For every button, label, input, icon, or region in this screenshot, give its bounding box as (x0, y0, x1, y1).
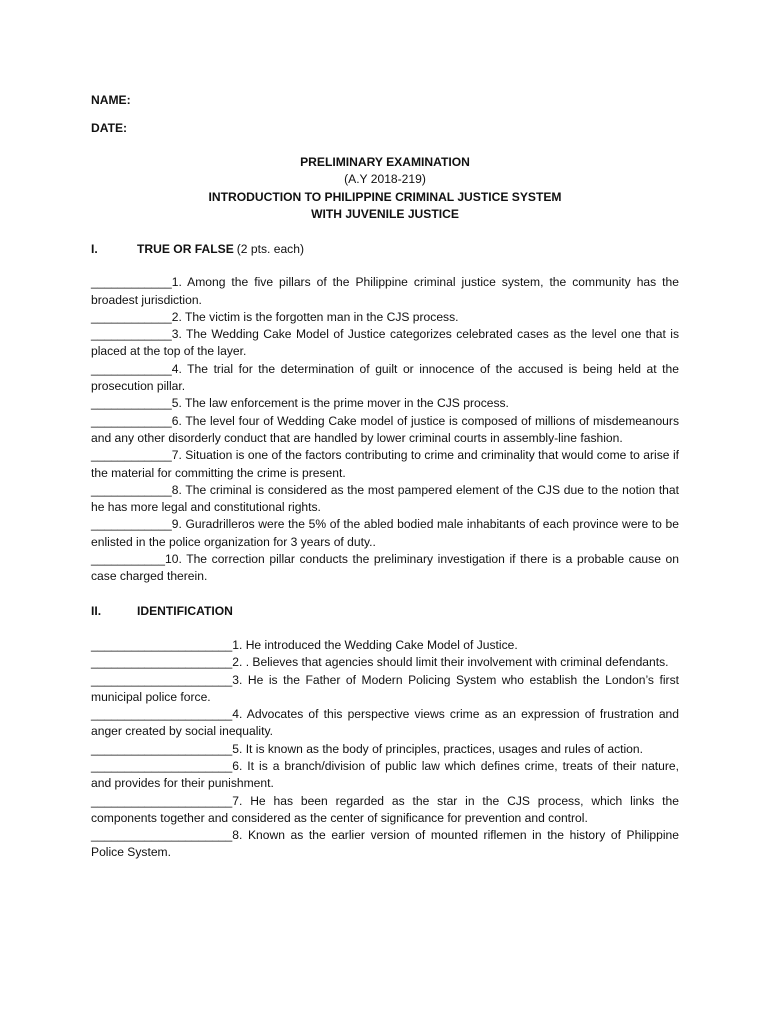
question-item (91, 654, 679, 671)
question-item (91, 706, 679, 741)
question-text: 5. The law enforcement is the prime mover in the CJS process. (171, 396, 509, 411)
question-text: 4. Advocates of this perspective views crime as an expression of frustration and anger created by social inequality. (91, 707, 679, 739)
academic-year: (A.Y 2018-219) (344, 172, 426, 187)
question-item (91, 758, 679, 793)
question-text: 8. Known as the earlier version of mounted riflemen in the history of Philippine Police System. (91, 828, 679, 860)
title-line-3: INTRODUCTION TO PHILIPPINE CRIMINAL JUSTICE SYSTEM (208, 189, 562, 204)
answer-blank[interactable]: ____________ (91, 361, 172, 376)
answer-blank[interactable]: ____________ (91, 482, 172, 497)
section-2-number: II. (91, 603, 102, 618)
answer-blank[interactable]: ____________ (91, 413, 172, 428)
question-text: 2. The victim is the forgotten man in the CJS process. (171, 309, 459, 324)
question-text: 9. Guradrilleros were the 5% of the abled bodied male inhabitants of each province were to be enlisted in the police organization for 3 years of duty.. (91, 517, 679, 549)
question-item (91, 274, 679, 309)
question-item (91, 361, 679, 396)
section-1-title: TRUE OR FALSE (137, 241, 234, 256)
answer-blank[interactable]: _____________________ (91, 707, 233, 722)
question-text: 1. Among the five pillars of the Philippine criminal justice system, the community has the broadest jurisdiction. (91, 275, 679, 307)
answer-blank[interactable]: ____________ (91, 327, 172, 342)
answer-blank[interactable]: _____________________ (91, 828, 233, 843)
question-text: 3. He is the Father of Modern Policing System who establish the London’s first municipal police force. (91, 672, 679, 704)
name-label: NAME: (91, 93, 131, 107)
question-item (91, 413, 679, 448)
question-text: 2. . Believes that agencies should limit their involvement with criminal defendants. (232, 655, 669, 670)
question-item (91, 827, 679, 862)
question-item (91, 672, 679, 707)
answer-blank[interactable]: _____________________ (91, 758, 233, 773)
question-item (91, 741, 679, 758)
question-text: 3. The Wedding Cake Model of Justice categorizes celebrated cases as the level one that is placed at the top of the layer. (91, 327, 679, 359)
question-item (91, 516, 679, 551)
answer-blank[interactable]: ____________ (91, 448, 172, 463)
question-item (91, 326, 679, 361)
title-line-4: WITH JUVENILE JUSTICE (311, 207, 459, 222)
section-1-points: (2 pts. each) (236, 241, 304, 256)
answer-blank[interactable]: _____________________ (91, 741, 233, 756)
question-text: 7. Situation is one of the factors contributing to crime and criminality that would come to arise if the material for committing the crime is present. (91, 448, 679, 480)
question-text: 7. He has been regarded as the star in the CJS process, which links the components together and considered as the center of significance for prevention and control. (91, 793, 679, 825)
answer-blank[interactable]: _____________________ (91, 672, 233, 687)
true-false-list (91, 274, 679, 585)
section-1-heading (91, 241, 679, 258)
answer-blank[interactable]: ____________ (91, 517, 172, 532)
answer-blank[interactable]: _____________________ (91, 655, 233, 670)
title-line-1: PRELIMINARY EXAMINATION (300, 154, 470, 169)
question-item (91, 793, 679, 828)
answer-blank[interactable]: ____________ (91, 275, 172, 290)
exam-title (91, 154, 679, 224)
question-text: 6. It is a branch/division of public law which defines crime, treats of their nature, and provides for their punishment. (91, 758, 679, 791)
question-item (91, 395, 679, 412)
question-text: 8. The criminal is considered as the most pampered element of the CJS due to the notion that he has more legal and constitutional rights. (91, 482, 679, 515)
question-text: 10. The correction pillar conducts the preliminary investigation if there is a probable cause on case charged therein. (91, 552, 679, 584)
question-item (91, 309, 679, 326)
question-text: 4. The trial for the determination of guilt or innocence of the accused is being held at the prosecution pillar. (91, 361, 679, 394)
section-2-heading (91, 603, 679, 620)
question-text: 1. He introduced the Wedding Cake Model of Justice. (232, 637, 518, 652)
section-2-title: IDENTIFICATION (137, 603, 233, 618)
answer-blank[interactable]: ____________ (91, 309, 172, 324)
answer-blank[interactable]: _____________________ (91, 793, 233, 808)
question-item (91, 551, 679, 586)
date-label: DATE: (91, 121, 128, 136)
identification-list (91, 637, 679, 862)
question-item (91, 482, 679, 517)
section-1-number: I. (91, 241, 98, 256)
answer-blank[interactable]: ____________ (91, 396, 172, 411)
answer-blank[interactable]: _____________________ (91, 637, 233, 652)
question-text: 6. The level four of Wedding Cake model of justice is composed of millions of misdemeanours and any other disorderly conduct that are handled by lower criminal courts in assembly-line fashion. (91, 413, 679, 445)
question-text: 5. It is known as the body of principles, practices, usages and rules of action. (232, 741, 643, 756)
exam-content (91, 92, 679, 862)
question-item (91, 637, 679, 654)
question-item (91, 447, 679, 482)
answer-blank[interactable]: ___________ (91, 552, 165, 567)
